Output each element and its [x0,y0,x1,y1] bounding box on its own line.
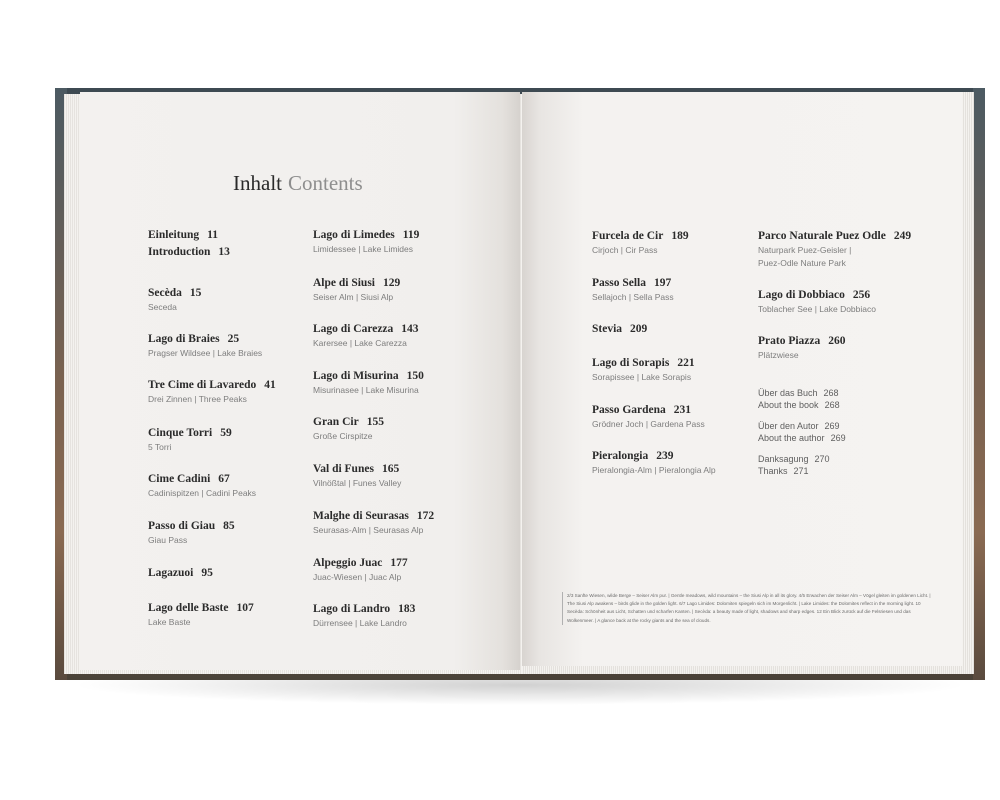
entry-title: Furcela de Cir [592,230,664,242]
entry-title: Pieralongia [592,450,649,462]
entry-title: Secèda [148,287,182,299]
entry-page: 231 [673,404,692,416]
entry-page: 249 [893,230,912,242]
toc-entry [313,508,434,537]
toc-entry [148,244,230,260]
appendix-entry [758,465,809,478]
entry-page: 85 [223,520,235,532]
entry-page: 172 [416,510,435,522]
entry-title: Lago di Sorapis [592,357,670,369]
photo-captions: 2/3 Sanfte Wiesen, wilde Berge – Seiser Alm pur. | Gentle meadows, wild mountains – the Siusi Alp in all its glory. 4/5 Erwachen der Seiser Alm – Vögel gleiten im goldenen Licht. | The Siusi Alp awakens – birds glide in the golden light. 6/7 Lago Limides: Dolomiten spiegeln sich im Morgenlicht. | Lake Limides: the Dolomites reflect in the morning light. 10 Secèda: Schönheit aus Licht, Schatten und scharfen Kanten. | Secèda: a beauty made of light, shadows and sharp edges. 12 Ein Blick zurück auf die Felsriesen und das Wolkenmeer. | A glance back at the rocky giants and the sea of clouds. [562,592,937,625]
right-page [522,92,962,666]
toc-entry [148,285,201,314]
entry-subtitle: Pragser Wildsee | Lake Braies [148,348,263,358]
appendix-entry [758,399,840,412]
entry-title: Cime Cadini [148,473,211,485]
entry-page: 107 [236,602,254,614]
entry-title: Lago di Dobbiaco [758,289,845,301]
entry-page: 155 [366,416,384,428]
appendix-label: About the book [758,400,819,410]
appendix-label: Thanks [758,466,788,476]
entry-title: Tre Cime di Lavaredo [148,379,257,391]
entry-page: 41 [264,379,276,391]
entry-page: 150 [406,370,424,382]
entry-subtitle: Dürrensee | Lake Landro [313,618,407,628]
cover-edge-right [973,88,985,680]
entry-page: 143 [401,323,419,335]
entry-title: Prato Piazza [758,335,821,347]
entry-subtitle: Cadinispitzen | Cadini Peaks [148,488,257,498]
toc-entry [148,565,213,581]
toc-entry [758,228,911,270]
entry-title: Lago di Braies [148,333,220,345]
toc-entry [148,600,254,629]
entry-title: Lago delle Baste [148,602,229,614]
entry-title: Lago di Carezza [313,323,394,335]
toc-entry [758,333,846,362]
entry-subtitle: Seceda [148,302,177,312]
appendix-page: 271 [793,466,809,476]
entry-page: 95 [201,567,213,579]
entry-page: 239 [656,450,674,462]
appendix-page: 270 [814,454,830,464]
appendix-label: Über das Buch [758,388,818,398]
entry-title: Introduction [148,246,211,258]
toc-entry [758,287,876,316]
appendix-label: About the author [758,433,825,443]
toc-entry [313,414,384,443]
entry-page: 11 [207,229,219,241]
entry-subtitle-line2: Puez-Odle Nature Park [758,258,846,268]
entry-title: Gran Cir [313,416,359,428]
toc-entry [313,555,408,584]
entry-subtitle: Plätzwiese [758,350,799,360]
entry-title: Lago di Limedes [313,229,395,241]
entry-subtitle: Naturpark Puez-Geisler | [758,245,852,255]
entry-page: 67 [218,473,230,485]
toc-entry [592,448,716,477]
appendix-page: 269 [830,433,846,443]
entry-page: 119 [402,229,420,241]
entry-title: Passo di Giau [148,520,216,532]
toc-entry [313,368,424,397]
entry-subtitle: Giau Pass [148,535,188,545]
entry-page: 13 [218,246,230,258]
entry-page: 189 [671,230,689,242]
toc-entry [592,321,647,337]
entry-subtitle: Drei Zinnen | Three Peaks [148,394,247,404]
toc-entry [313,461,401,490]
appendix-label: Danksagung [758,454,809,464]
entry-page: 221 [677,357,695,369]
entry-title: Parco Naturale Puez Odle [758,230,886,242]
appendix-page: 268 [824,400,840,410]
toc-entry [313,601,415,630]
entry-title: Alpeggio Juac [313,557,383,569]
entry-page: 197 [654,277,672,289]
appendix-page: 268 [823,388,839,398]
entry-title: Stevia [592,323,623,335]
entry-title: Lago di Landro [313,603,391,615]
toc-entry [313,275,400,304]
title-english: Contents [287,171,363,195]
entry-title: Einleitung [148,229,200,241]
entry-page: 260 [828,335,846,347]
entry-page: 129 [383,277,401,289]
entry-subtitle: Pieralongia-Alm | Pieralongia Alp [592,465,716,475]
toc-entry [313,321,419,350]
entry-subtitle: Toblacher See | Lake Dobbiaco [758,304,876,314]
toc-entry [148,425,232,454]
entry-subtitle: Juac-Wiesen | Juac Alp [313,572,402,582]
entry-subtitle: Seiser Alm | Siusi Alp [313,292,394,302]
entry-subtitle: 5 Torri [148,442,172,452]
toc-entry [313,227,419,256]
entry-subtitle: Limidessee | Lake Limides [313,244,414,254]
appendix-entry [758,432,846,445]
entry-subtitle: Vilnößtal | Funes Valley [313,478,402,488]
toc-entry [592,275,674,304]
contents-title [233,171,363,196]
entry-title: Lago di Misurina [313,370,399,382]
entry-subtitle: Sorapissee | Lake Sorapis [592,372,692,382]
entry-page: 177 [390,557,408,569]
entry-subtitle: Große Cirspitze [313,431,373,441]
appendix-label: Über den Autor [758,421,819,431]
entry-page: 209 [630,323,648,335]
entry-subtitle: Lake Baste [148,617,191,627]
entry-subtitle: Sellajoch | Sella Pass [592,292,674,302]
title-german: Inhalt [233,171,282,195]
appendix-page: 269 [824,421,840,431]
entry-page: 15 [189,287,202,299]
entry-subtitle: Grödner Joch | Gardena Pass [592,419,705,429]
entry-title: Passo Sella [592,277,646,289]
toc-entry [148,518,235,547]
entry-subtitle: Cirjoch | Cir Pass [592,245,658,255]
toc-entry [592,228,689,257]
entry-subtitle: Misurinasee | Lake Misurina [313,385,419,395]
entry-page: 256 [852,289,871,301]
toc-entry [148,377,276,406]
entry-title: Val di Funes [313,463,374,475]
entry-title: Cinque Torri [148,427,213,439]
toc-entry [148,471,256,500]
entry-title: Passo Gardena [592,404,666,416]
entry-title: Alpe di Siusi [313,277,375,289]
toc-entry [592,355,695,384]
toc-entry [592,402,705,431]
entry-subtitle: Seurasas-Alm | Seurasas Alp [313,525,424,535]
entry-subtitle: Karersee | Lake Carezza [313,338,407,348]
toc-entry [148,227,218,243]
entry-title: Lagazuoi [148,567,194,579]
entry-title: Malghe di Seurasas [313,510,409,522]
entry-page: 165 [381,463,400,475]
entry-page: 59 [220,427,232,439]
entry-page: 183 [398,603,416,615]
toc-entry [148,331,262,360]
entry-page: 25 [227,333,240,345]
